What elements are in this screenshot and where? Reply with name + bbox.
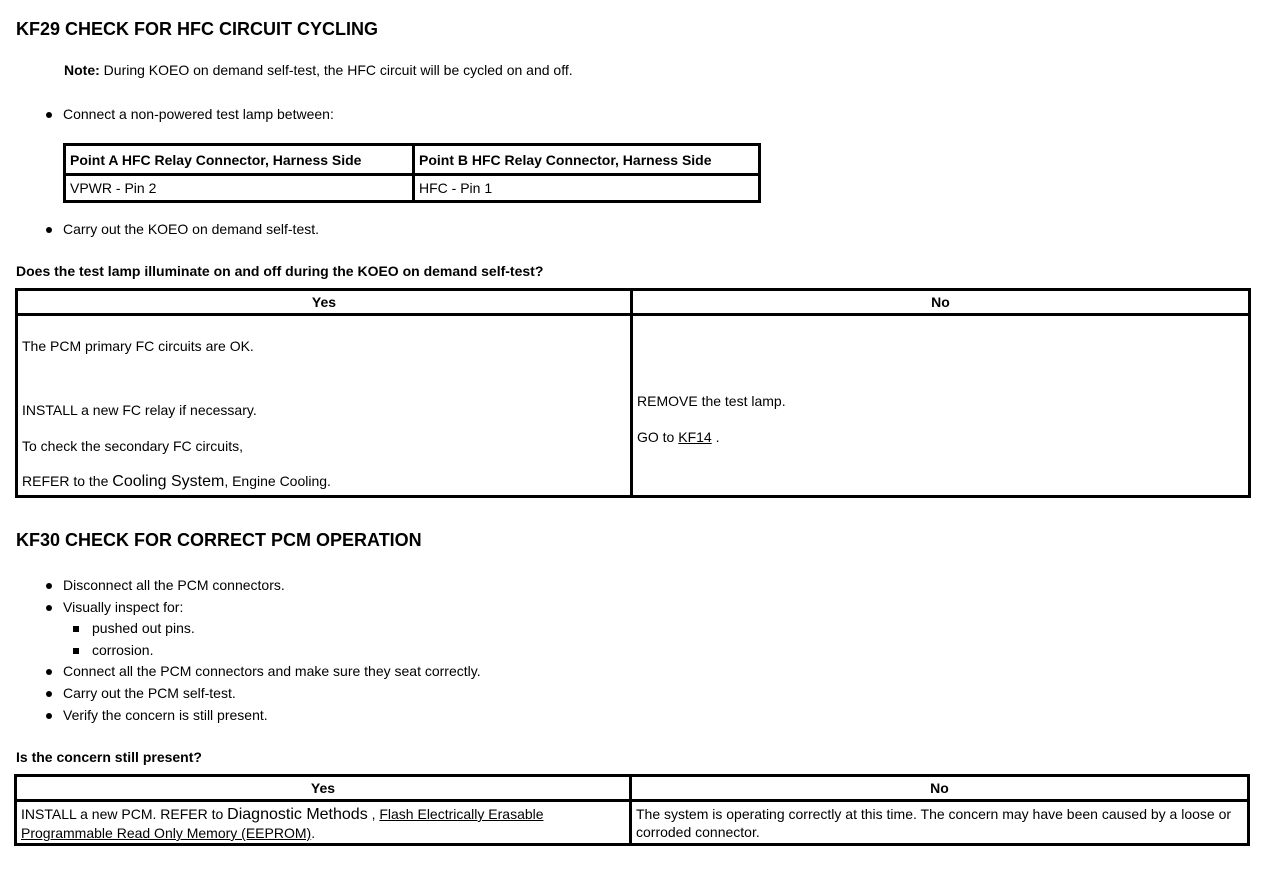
- goto-prefix: GO to: [637, 429, 679, 445]
- point-b-header: Point B HFC Relay Connector, Harness Side: [414, 145, 760, 175]
- no-line-goto: [637, 429, 719, 445]
- no-header: No: [632, 290, 1250, 315]
- kf30-yes-cell: [16, 801, 631, 845]
- install-pcm-text: INSTALL a new PCM. REFER to: [21, 806, 228, 822]
- point-b-value: HFC - Pin 1: [414, 175, 760, 202]
- note-text: During KOEO on demand self-test, the HFC circuit will be cycled on and off.: [99, 62, 573, 78]
- yes-line-check-secondary: To check the secondary FC circuits,: [22, 438, 243, 454]
- kf29-yes-cell: [17, 315, 632, 497]
- kf30-title: KF30 CHECK FOR CORRECT PCM OPERATION: [16, 530, 422, 550]
- bullet-disconnect: Disconnect all the PCM connectors.: [44, 575, 481, 597]
- bullet-connect-pcm: Connect all the PCM connectors and make sure they seat correctly.: [44, 661, 481, 683]
- sub-corrosion: corrosion.: [44, 640, 481, 662]
- points-table: [63, 143, 761, 203]
- no-line-remove-lamp: REMOVE the test lamp.: [637, 393, 786, 409]
- bullet-verify-concern: Verify the concern is still present.: [44, 705, 481, 727]
- yes-line-fc-ok: The PCM primary FC circuits are OK.: [22, 338, 254, 354]
- no-header: No: [631, 776, 1249, 801]
- kf29-carry-list: [44, 219, 319, 241]
- kf30-no-cell: The system is operating correctly at this time. The concern may have been caused by a loose or corroded connector.: [631, 801, 1249, 845]
- kf30-question: Is the concern still present?: [16, 749, 202, 765]
- eeprom-link[interactable]: Flash Electrically Erasable Programmable Read Only Memory (EEPROM): [21, 806, 544, 841]
- bullet-pcm-self-test: Carry out the PCM self-test.: [44, 683, 481, 705]
- kf29-connect-list: [44, 104, 334, 126]
- kf29-result-table: [15, 288, 1251, 498]
- kf29-title: KF29 CHECK FOR HFC CIRCUIT CYCLING: [16, 19, 379, 39]
- ref-separator: ,: [367, 806, 380, 822]
- refer-prefix: REFER to the: [22, 473, 113, 489]
- yes-header: Yes: [17, 290, 632, 315]
- yes-line-refer: [22, 473, 331, 491]
- yes-suffix: .: [311, 825, 316, 841]
- kf29-note: [64, 62, 573, 78]
- point-a-header: Point A HFC Relay Connector, Harness Side: [65, 145, 414, 175]
- bullet-inspect: [44, 597, 481, 662]
- kf14-link[interactable]: KF14: [678, 429, 712, 445]
- diagnostic-methods-ref: Diagnostic Methods: [227, 806, 368, 823]
- kf29-no-cell: [632, 315, 1250, 497]
- refer-suffix: , Engine Cooling.: [224, 473, 331, 489]
- point-a-value: VPWR - Pin 2: [65, 175, 414, 202]
- kf30-result-table: [14, 774, 1250, 846]
- inspect-label: Visually inspect for:: [63, 598, 184, 615]
- note-label: Note:: [64, 62, 100, 78]
- kf30-steps-list: [44, 575, 481, 726]
- kf29-question: Does the test lamp illuminate on and off during the KOEO on demand self-test?: [16, 263, 544, 279]
- cooling-system-ref: Cooling System: [112, 473, 225, 490]
- bullet-connect-test-lamp: Connect a non-powered test lamp between:: [44, 104, 334, 126]
- yes-line-install-relay: INSTALL a new FC relay if necessary.: [22, 402, 257, 418]
- goto-suffix: .: [711, 429, 720, 445]
- sub-pushed-out-pins: pushed out pins.: [44, 618, 481, 640]
- inspect-sublist: [44, 618, 481, 661]
- bullet-carry-out-koeo: Carry out the KOEO on demand self-test.: [44, 219, 319, 241]
- yes-header: Yes: [16, 776, 631, 801]
